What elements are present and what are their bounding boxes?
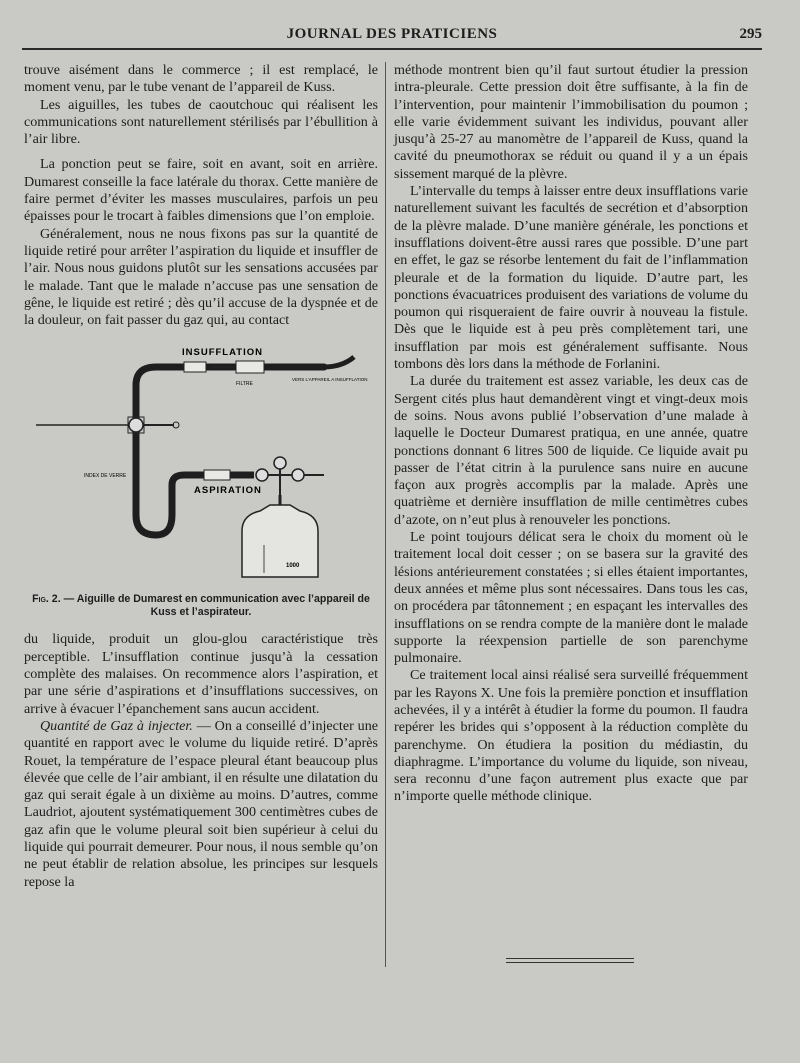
page-number: 295 (739, 26, 762, 42)
paragraph: du liquide, produit un glou-glou caractéristique très perceptible. L’insufflation continue jusqu’à la cessation complète des malaises. On recommence alors l’aspiration, et par une série d’aspirations et d’insufflations successives, on arrive à évacuer l’épanchement sans aucun accident. (24, 631, 378, 717)
section-lead: Quantité de Gaz à injecter. (40, 717, 193, 734)
label-filtre: FILTRE (236, 381, 253, 388)
figure-caption (24, 593, 378, 619)
paragraph: Les aiguilles, les tubes de caoutchouc qui réalisent les communications sont naturellement stérilisés par l’ébullition à l’air libre. (24, 96, 378, 148)
label-aspiration: ASPIRATION (194, 485, 262, 497)
paragraph (24, 718, 378, 891)
column-divider (385, 62, 386, 967)
apparatus-illustration (24, 345, 378, 585)
page-header (22, 22, 762, 50)
label-vers-appareil: VERS L’APPAREIL A INSUFFLATION (292, 377, 368, 383)
label-index-verre: INDEX DE VERRE (84, 473, 127, 480)
paragraph: Généralement, nous ne nous fixons pas sur la quantité de liquide retiré pour arrêter l’aspiration du liquide et insuffler de l’air. Nous nous guidons plutôt sur les sensations accusées par le malade. Tant que le malade n’accuse pas une sensation de gêne, le liquide est retiré ; dès qu’il accuse de la dyspnée et de la douleur, on fait passer du gaz qui, au contact (24, 225, 378, 329)
figure-apparatus (24, 345, 378, 585)
figure-number: Fig. 2. (32, 593, 61, 606)
paragraph: Le point toujours délicat sera le choix du moment où le traitement local doit cesser ; on se basera sur la gravité des lésions antérieurement constatées ; si elles étaient importantes, deux années et même plus sont nécessaires. Dans tous les cas, on procédera par tâtonnement ; en espaçant les intervalles des insufflations on se rendra compte de la manière dont le malade supporte la réexpension partielle de son parenchyme pulmonaire. (394, 529, 748, 667)
label-volume: 1000 (286, 563, 300, 570)
paragraph: La durée du traitement est assez variable, les deux cas de Sergent cités plus haut demandèrent vingt et vingt-deux mois de soins. Nous avons publié l’observation d’une malade à laquelle le Docteur Dumarest pratiqua, en une année, quatre ponctions donnant 6 litres 500 de liquide. Ce liquide avait pu passer de l’état citrin à la purulence sans nuire en aucune façon aux progrès accomplis par la malade. Après une quatrième et dernière insufflation de mille centimètres cubes d’azote, on n’eut plus à renouveler les ponctions. (394, 373, 748, 528)
right-column (394, 62, 748, 806)
paragraph: La ponction peut se faire, soit en avant, soit en arrière. Dumarest conseille la face latérale du thorax. Cette manière de faire permet d’éviter les masses musculaires, parfois un peu épaisses pour le trocart à faibles dimensions que l’on emploie. (24, 156, 378, 225)
left-column (24, 62, 378, 891)
figure-caption-text: — Aiguille de Dumarest en communication avec l’appareil de Kuss et l’aspirateur. (60, 593, 370, 619)
end-rule (506, 958, 634, 963)
paragraph-text: — On a conseillé d’injecter une quantité en rapport avec le volume du liquide retiré. D’après Rouet, la température de l’espace pleural étant beaucoup plus élevée que celle de l’air ambiant, il en résulte une dilatation du gaz qui serait égale à un dixième au moins. D’autres, comme Laudriot, ajoutent systématiquement 300 centimètres cubes de gaz afin que le volume pleural soit bien supérieur à celui du liquide qui pourrait demeurer. Pour nous, il nous semble qu’on ne peut établir de relation absolue, les principes sur lesquels repose la (24, 717, 378, 890)
paragraph: trouve aisément dans le commerce ; il est remplacé, le moment venu, par le tube venant de l’appareil de Kuss. (24, 62, 378, 96)
journal-title: JOURNAL DES PRATICIENS (286, 26, 498, 42)
paragraph: Ce traitement local ainsi réalisé sera surveillé fréquemment par les Rayons X. Une fois la première ponction et insufflation achevées, il y a intérêt à étudier la forme du poumon. Il faudra repérer les brides qui s’opposent à la réduction complète du parenchyme. On étudiera la position du médiastin, du diaphragme. L’importance du volume du liquide, son niveau, sera reconnu d’une façon autrement plus exacte que par n’importe quelle méthode clinique. (394, 667, 748, 805)
label-insufflation: INSUFFLATION (182, 347, 263, 359)
paragraph: méthode montrent bien qu’il faut surtout étudier la pression intra-pleurale. Cette pression doit être suffisante, à la fin de l’intervention, pour maintenir l’immobilisation du poumon ; elle varie évidemment suivant les individus, pouvant aller jusqu’à 25-27 au manomètre de l’appareil de Kuss, quand la cavité du pneumothorax se réduit ou quand il y a un épais sissement marqué de la plèvre. (394, 62, 748, 182)
paragraph: L’intervalle du temps à laisser entre deux insufflations varie naturellement suivant les facultés de secrétion et d’absorption de la plèvre malade. D’une manière générale, les ponctions et insufflations doivent-être aussi rares que possible. D’une part en effet, le gaz se résorbe lentement du fait de l’inflammation pleurale et de la formation du liquide. D’autre part, les ponctions évacuatrices produisent des variations de volume du poumon qui risqueraient de faire ouvrir à nouveau la fistule. Dès que le liquide est à peu près complètement tari, une insufflation par mois est généralement suffisante. Nous tombons dès lors dans la méthode de Forlanini. (394, 183, 748, 373)
